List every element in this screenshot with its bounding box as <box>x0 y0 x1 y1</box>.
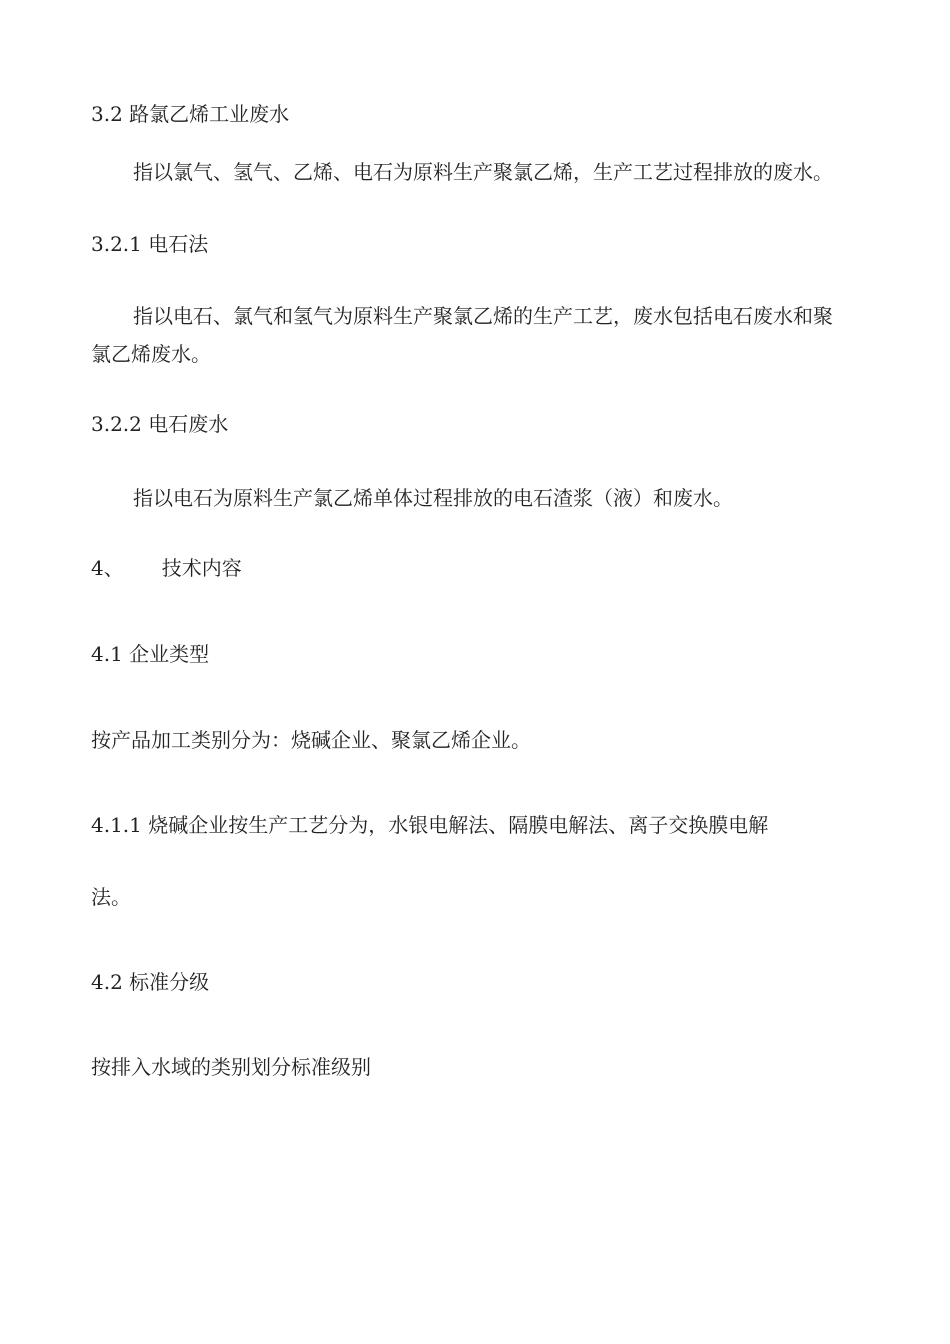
section-heading-4 <box>91 554 242 582</box>
section-heading-4-2: 4.2 标准分级 <box>91 970 210 994</box>
paragraph-4-2: 按排入水域的类别划分标准级别 <box>91 1055 371 1079</box>
section-heading-3-2: 3.2 路氯乙烯工业废水 <box>91 102 290 126</box>
paragraph-3-2-1-line1: 指以电石、氯气和氢气为原料生产聚氯乙烯的生产工艺，废水包括电石废水和聚 <box>133 304 833 328</box>
paragraph-4-1-1-line2: 法。 <box>91 885 131 909</box>
paragraph-3-2-1-line2: 氯乙烯废水。 <box>91 342 211 366</box>
paragraph-3-2-2: 指以电石为原料生产氯乙烯单体过程排放的电石渣浆（液）和废水。 <box>133 486 733 510</box>
section-heading-4-1: 4.1 企业类型 <box>91 642 210 666</box>
section-heading-3-2-2: 3.2.2 电石废水 <box>91 412 229 436</box>
paragraph-4-1: 按产品加工类别分为：烧碱企业、聚氯乙烯企业。 <box>91 728 531 752</box>
paragraph-4-1-1-line1: 4.1.1 烧碱企业按生产工艺分为，水银电解法、隔膜电解法、离子交换膜电解 <box>91 813 769 837</box>
section-heading-4-number: 4、 <box>91 556 124 580</box>
section-heading-4-title: 技术内容 <box>161 556 242 580</box>
paragraph-3-2: 指以氯气、氢气、乙烯、电石为原料生产聚氯乙烯，生产工艺过程排放的废水。 <box>133 160 833 184</box>
section-heading-3-2-1: 3.2.1 电石法 <box>91 232 209 256</box>
